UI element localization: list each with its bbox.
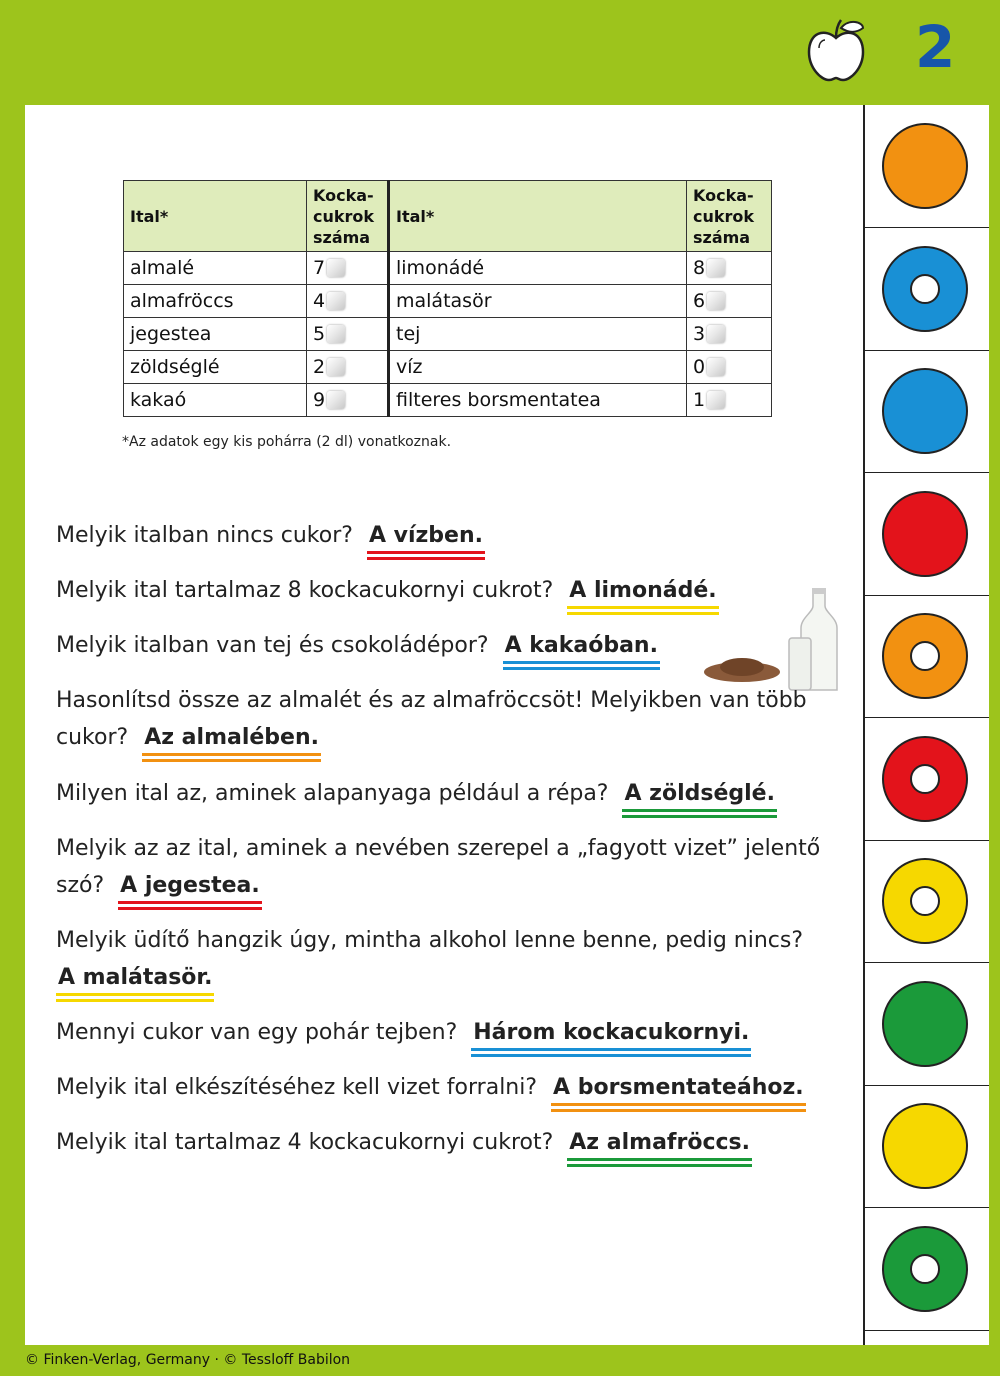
drink-name: tej xyxy=(389,318,687,351)
sugar-cube-icon xyxy=(327,259,345,277)
drink-name: víz xyxy=(389,351,687,384)
sugar-cube-icon xyxy=(327,358,345,376)
ring-icon xyxy=(881,857,971,947)
question-text: Melyik üdítő hangzik úgy, mintha alkohol lenne benne, pedig nincs? xyxy=(56,928,804,953)
cube-count: 3 xyxy=(687,318,772,351)
question-line xyxy=(56,682,846,756)
answer-text: A malátasör. xyxy=(56,963,214,996)
answer-text: A borsmentateához. xyxy=(551,1073,806,1106)
question-line xyxy=(56,517,846,554)
question-text: Hasonlítsd össze az almalét és az almafröccsöt! Melyikben van több cukor? xyxy=(56,688,807,750)
page-number: 2 xyxy=(915,13,956,81)
sugar-cube-icon xyxy=(327,391,345,409)
answer-text: A jegestea. xyxy=(118,871,262,904)
drink-name: malátasör xyxy=(389,285,687,318)
sugar-cube-icon xyxy=(707,259,725,277)
ring-icon xyxy=(881,1225,971,1315)
color-rail xyxy=(863,105,989,1345)
table-footnote: *Az adatok egy kis pohárra (2 dl) vonatkoznak. xyxy=(122,434,452,450)
header-count-left: Kocka- cukrok száma xyxy=(307,181,389,252)
question-text: Melyik ital tartalmaz 4 kockacukornyi cukrot? xyxy=(56,1130,554,1155)
cube-count: 1 xyxy=(687,384,772,417)
drink-name: almafröccs xyxy=(124,285,307,318)
circle-icon xyxy=(881,367,971,457)
question-line xyxy=(56,775,846,812)
ring-icon xyxy=(881,612,971,702)
question-text: Melyik ital tartalmaz 8 kockacukornyi cukrot? xyxy=(56,578,554,603)
answer-text: A limonádé. xyxy=(567,576,718,609)
rail-cell xyxy=(865,595,989,718)
answer-text: A vízben. xyxy=(367,521,485,554)
table-row xyxy=(124,384,772,417)
drink-name: filteres borsmentatea xyxy=(389,384,687,417)
question-line xyxy=(56,830,846,904)
answer-text: Az almafröccs. xyxy=(567,1128,752,1161)
cube-count: 8 xyxy=(687,252,772,285)
sugar-table xyxy=(123,180,772,417)
answer-text: Az almalében. xyxy=(142,723,321,756)
cube-count: 7 xyxy=(307,252,389,285)
circle-icon xyxy=(881,490,971,580)
cube-count: 0 xyxy=(687,351,772,384)
rail-cell xyxy=(865,473,989,596)
answer-text: A kakaóban. xyxy=(503,631,660,664)
question-line xyxy=(56,1014,846,1051)
rail-cell xyxy=(865,718,989,841)
question-line xyxy=(56,572,846,609)
question-text: Milyen ital az, aminek alapanyaga például a répa? xyxy=(56,781,609,806)
table-row xyxy=(124,252,772,285)
header-ital-left: Ital* xyxy=(124,181,307,252)
rail-cell xyxy=(865,963,989,1086)
header-ital-right: Ital* xyxy=(389,181,687,252)
rail-cell xyxy=(865,840,989,963)
drink-name: almalé xyxy=(124,252,307,285)
cube-count: 5 xyxy=(307,318,389,351)
table-row xyxy=(124,351,772,384)
question-text: Melyik az az ital, aminek a nevében szerepel a „fagyott vizet” jelentő szó? xyxy=(56,836,821,898)
drink-name: zöldséglé xyxy=(124,351,307,384)
drink-name: jegestea xyxy=(124,318,307,351)
rail-cell xyxy=(865,228,989,351)
ring-icon xyxy=(881,245,971,335)
sugar-cube-icon xyxy=(707,358,725,376)
question-text: Melyik italban van tej és csokoládépor? xyxy=(56,633,489,658)
drink-name: limonádé xyxy=(389,252,687,285)
table-row xyxy=(124,285,772,318)
apple-icon xyxy=(805,18,867,84)
rail-cell xyxy=(865,1208,989,1331)
ring-icon xyxy=(881,735,971,825)
question-line xyxy=(56,1069,846,1106)
circle-icon xyxy=(881,122,971,212)
question-line xyxy=(56,627,846,664)
answer-text: Három kockacukornyi. xyxy=(471,1018,751,1051)
header-count-right: Kocka- cukrok száma xyxy=(687,181,772,252)
sugar-cube-icon xyxy=(327,292,345,310)
rail-cell xyxy=(865,1085,989,1208)
copyright: © Finken-Verlag, Germany · © Tessloff Babilon xyxy=(25,1352,351,1368)
rail-cell xyxy=(865,350,989,473)
answer-text: A zöldséglé. xyxy=(622,779,776,812)
sugar-cube-icon xyxy=(707,325,725,343)
question-text: Melyik ital elkészítéséhez kell vizet forralni? xyxy=(56,1075,538,1100)
circle-icon xyxy=(881,980,971,1070)
cube-count: 2 xyxy=(307,351,389,384)
question-text: Mennyi cukor van egy pohár tejben? xyxy=(56,1020,458,1045)
cube-count: 4 xyxy=(307,285,389,318)
cube-count: 6 xyxy=(687,285,772,318)
question-line xyxy=(56,1124,846,1161)
question-text: Melyik italban nincs cukor? xyxy=(56,523,353,548)
table-row xyxy=(124,318,772,351)
sugar-cube-icon xyxy=(707,391,725,409)
sugar-cube-icon xyxy=(707,292,725,310)
drink-name: kakaó xyxy=(124,384,307,417)
sugar-cube-icon xyxy=(327,325,345,343)
cube-count: 9 xyxy=(307,384,389,417)
rail-cell xyxy=(865,105,989,228)
question-line xyxy=(56,922,846,996)
circle-icon xyxy=(881,1102,971,1192)
